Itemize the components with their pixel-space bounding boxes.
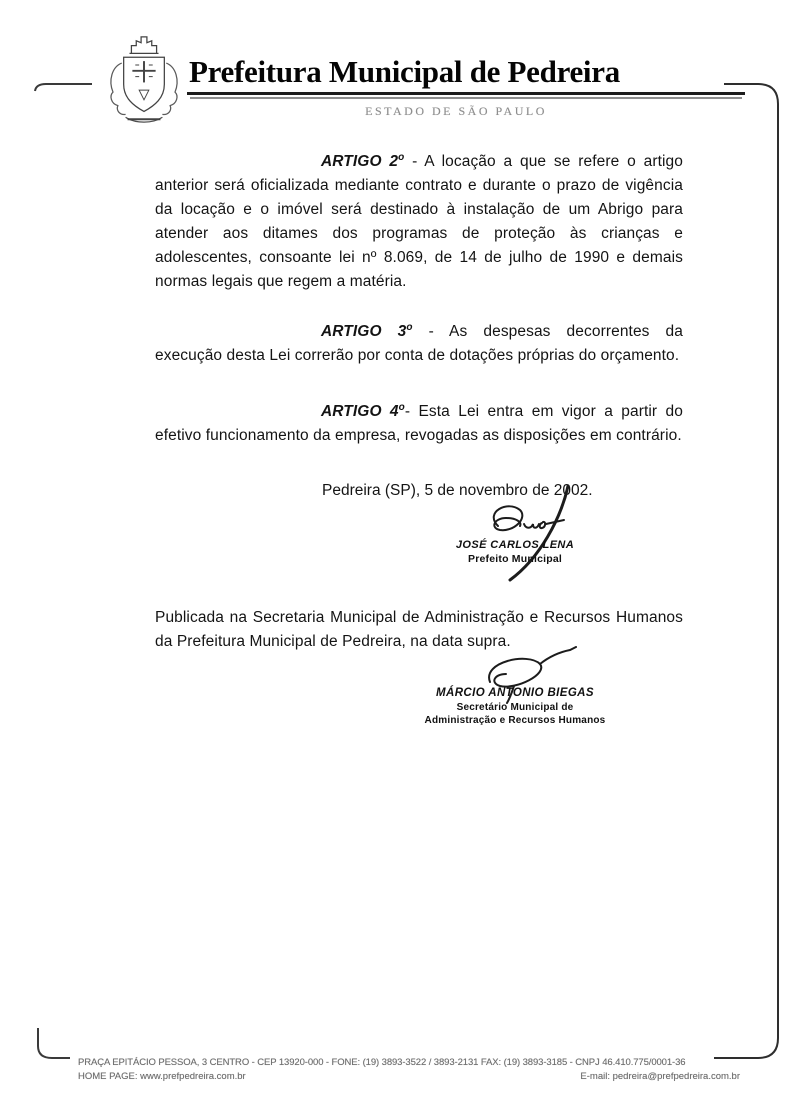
article-label: ARTIGO 2$^o$ — [321, 152, 405, 171]
header-subtitle: ESTADO DE SÃO PAULO — [365, 104, 547, 118]
article-body: - A locação a que se refere o artigo anterior será oficializada mediante contrato e durante o prazo de vigência da locação e o imóvel será destinado à instalação de um Abrigo para atender aos ditames dos programas de proteção às crianças e adolescentes, consoante lei nº 8.069, de 14 de julho de 1990 e demais normas legais que regem a matéria. — [155, 153, 683, 291]
article-body: - Esta Lei entra em vigor a partir do efetivo funcionamento da empresa, revogadas as disposições em contrário. — [155, 403, 683, 445]
article-paragraph-3 — [155, 316, 683, 368]
header-title: Prefeitura Municipal de Pedreira — [189, 54, 620, 89]
signatory-name-mayor: JOSÉ CARLOS LENA — [455, 539, 575, 551]
signatory-name-secretary: MÁRCIO ANTONIO BIEGAS — [436, 687, 594, 699]
signatory-title-secretary-line2: Administração e Recursos Humanos — [424, 715, 606, 726]
article-paragraph-2 — [155, 146, 683, 294]
footer-address: PRAÇA EPITÁCIO PESSOA, 3 CENTRO - CEP 13920-000 - FONE: (19) 3893-3522 / 3893-2131 FAX: (19) 3893-3185 - CNPJ 46.410.775/0001-36 — [78, 1057, 686, 1068]
coat-of-arms-icon — [100, 34, 188, 126]
article-paragraph-4 — [155, 396, 683, 448]
footer-homepage: HOME PAGE: www.prefpedreira.com.br — [78, 1071, 246, 1082]
dateline: Pedreira (SP), 5 de novembro de 2002. — [322, 482, 593, 499]
signatory-title-mayor: Prefeito Municipal — [467, 553, 563, 565]
article-label: ARTIGO 3$^o$ — [321, 322, 413, 341]
publication-note: Publicada na Secretaria Municipal de Administração e Recursos Humanos da Prefeitura Municipal de Pedreira, na data supra. — [155, 609, 683, 650]
signatory-title-secretary-line1: Secretário Municipal de — [456, 702, 574, 713]
footer-email: E-mail: pedreira@prefpedreira.com.br — [580, 1071, 740, 1082]
header-rule-dark — [187, 92, 745, 95]
article-body: - As despesas decorrentes da execução desta Lei correrão por conta de dotações próprias do orçamento. — [155, 323, 683, 365]
header-rule-gray — [190, 97, 742, 99]
article-label: ARTIGO 4$^o$ — [321, 402, 405, 421]
